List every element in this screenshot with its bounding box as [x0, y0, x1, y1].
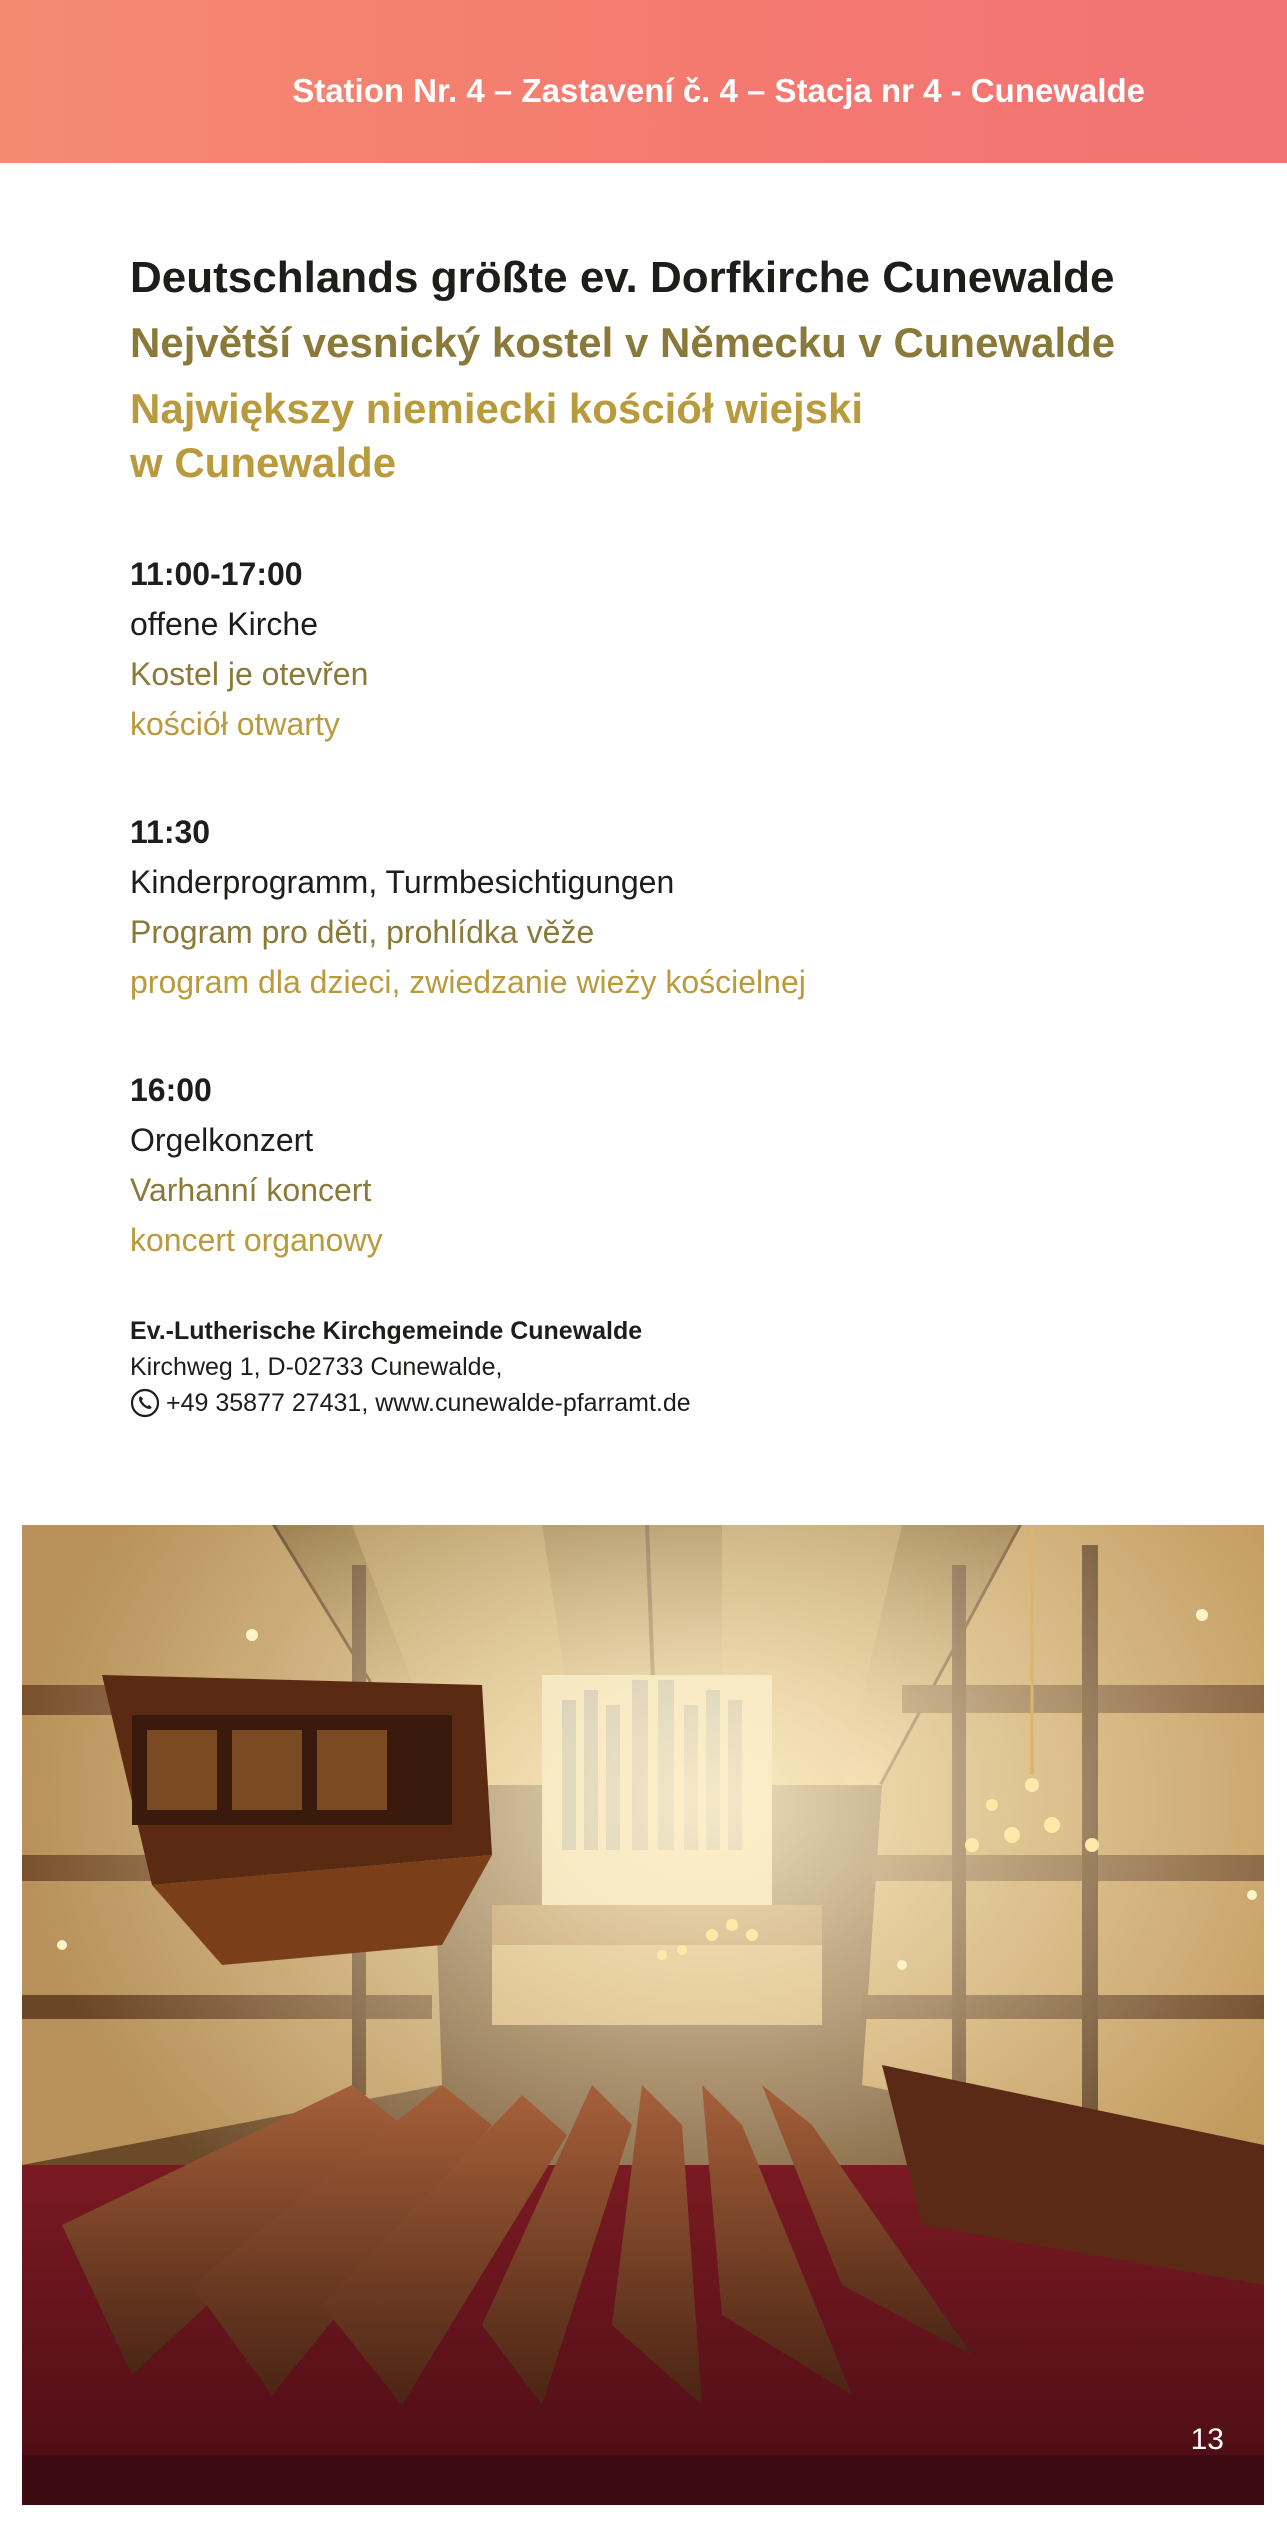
event-czech: Varhanní koncert	[130, 1171, 372, 1208]
phone-website-text: +49 35877 27431, www.cunewalde-pfarramt.de	[166, 1388, 691, 1417]
church-interior-photo	[22, 1525, 1264, 2505]
event-list	[130, 549, 1210, 1265]
station-title: Station Nr. 4 – Zastavení č. 4 – Stacja nr 4 - Cunewalde	[292, 72, 1145, 109]
church-interior-illustration	[22, 1525, 1264, 2505]
main-content	[130, 250, 1210, 1421]
event-item	[130, 549, 1210, 749]
event-time: 11:00-17:00	[130, 555, 303, 592]
address: Kirchweg 1, D-02733 Cunewalde,	[130, 1352, 503, 1381]
event-polish: kościół otwarty	[130, 705, 340, 742]
title-polish	[130, 382, 950, 491]
phone-icon	[130, 1388, 160, 1418]
event-polish: koncert organowy	[130, 1221, 383, 1258]
event-time: 11:30	[130, 813, 211, 850]
contact-block	[130, 1313, 1210, 1421]
event-german: Kinderprogramm, Turmbesichtigungen	[130, 863, 675, 900]
title-polish-line2: w Cunewalde	[130, 439, 397, 487]
title-czech: Největší vesnický kostel v Německu v Cunewalde	[130, 319, 1116, 366]
event-czech: Kostel je otevřen	[130, 655, 369, 692]
title-polish-line1: Największy niemiecki kościół wiejski	[130, 384, 864, 432]
header-band	[0, 0, 1287, 163]
event-time: 16:00	[130, 1071, 212, 1108]
event-item	[130, 807, 1210, 1007]
event-item	[130, 1065, 1210, 1265]
title-german: Deutschlands größte ev. Dorfkirche Cunewalde	[130, 253, 1115, 302]
phone-and-website	[130, 1385, 1210, 1421]
event-german: Orgelkonzert	[130, 1121, 314, 1158]
organization-name: Ev.-Lutherische Kirchgemeinde Cunewalde	[130, 1316, 643, 1345]
page-number: 13	[1190, 2423, 1224, 2456]
event-german: offene Kirche	[130, 605, 318, 642]
event-polish: program dla dzieci, zwiedzanie wieży kościelnej	[130, 963, 806, 1000]
event-czech: Program pro děti, prohlídka věže	[130, 913, 595, 950]
